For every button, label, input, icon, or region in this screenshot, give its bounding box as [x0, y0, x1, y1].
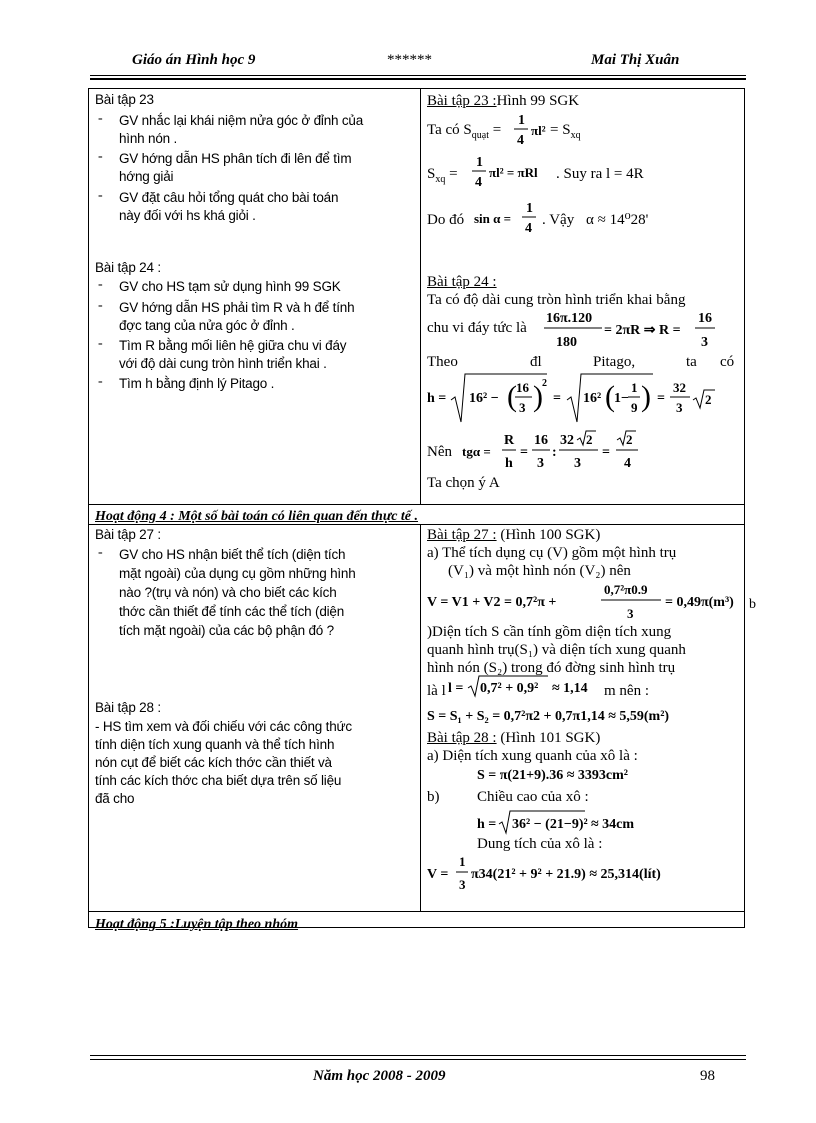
- footer-rule: [90, 1059, 746, 1060]
- svg-text:0,7²π0.9: 0,7²π0.9: [604, 582, 648, 597]
- xq-sub-2: xq: [435, 174, 446, 185]
- bt24-title: Bài tập 24 :: [95, 260, 161, 275]
- eq-bucket-height: [477, 808, 677, 836]
- svg-text:3: 3: [537, 456, 544, 471]
- bt24-item: Tìm R bằng mối liên hệ giữa chu vi đáy: [119, 338, 347, 353]
- svg-text:1: 1: [526, 201, 533, 216]
- bullet: -: [98, 374, 103, 389]
- rbt28-ref: (Hình 101 SGK): [500, 730, 601, 746]
- svg-text:=: =: [602, 445, 610, 460]
- suy-ra: . Suy ra l = 4R: [556, 166, 644, 182]
- bullet: -: [98, 545, 103, 560]
- bt24-item: GV hớng dẫn HS phải tìm R và h để tính: [119, 300, 355, 315]
- eq-height: [427, 370, 727, 428]
- bt28-line: nón cụt để biết các kích thớc cần thiết và: [95, 755, 332, 770]
- svg-text:sin α =: sin α =: [474, 211, 512, 226]
- bt24-item: GV cho HS tạm sử dụng hình 99 SGK: [119, 279, 341, 294]
- bullet: -: [98, 298, 103, 313]
- rbt24-title: Bài tập 24 :: [427, 274, 497, 290]
- eq-sxq-fraction: [470, 150, 560, 194]
- bt23-item: này đối với hs khá giỏi .: [119, 208, 256, 223]
- svg-text:3: 3: [676, 400, 683, 415]
- svg-text:1: 1: [631, 380, 638, 395]
- svg-text:0,7² + 0,9²: 0,7² + 0,9²: [480, 681, 539, 696]
- header-rule: [90, 75, 746, 76]
- bt28-line: tính các kích thớc cha biết dựa trên số liệu: [95, 773, 342, 788]
- vay: . Vậy: [542, 212, 575, 228]
- svg-text:S = S₁ + S₂ = 0,7²π2 + 0,7π1,1: S = S₁ + S₂ = 0,7²π2 + 0,7π1,14 ≈ 5,59(m²): [427, 709, 670, 724]
- eq-tan: [462, 428, 652, 474]
- svg-text:=: =: [657, 391, 665, 406]
- svg-text:): ): [533, 380, 543, 413]
- rbt28-title: Bài tập 28 :: [427, 730, 497, 746]
- svg-text:3: 3: [574, 456, 581, 471]
- bt27-item: mặt ngoài) của dụng cụ gồm những hình: [119, 566, 356, 581]
- svg-text:h: h: [505, 456, 513, 471]
- bt23-item: GV đặt câu hỏi tổng quát cho bài toán: [119, 190, 339, 205]
- rbt27-la-l: là l: [427, 683, 446, 699]
- svg-text:1: 1: [476, 155, 483, 170]
- svg-text:32: 32: [560, 433, 574, 448]
- rbt27-a2: (V₁) và một hình nón (V₂) nên: [448, 563, 631, 579]
- svg-text:): ): [641, 380, 651, 413]
- rbt28-b2: Chiều cao của xô :: [477, 789, 589, 805]
- rbt27-title: Bài tập 27 :: [427, 527, 497, 543]
- column-divider-2: [420, 525, 421, 911]
- nen: Nên: [427, 444, 452, 460]
- rbt23-title: Bài tập 23 :: [427, 93, 497, 109]
- page-number: 98: [700, 1068, 715, 1084]
- rbt28-a: a) Diện tích xung quanh của xô là :: [427, 748, 638, 764]
- svg-text:4: 4: [517, 133, 524, 148]
- svg-text:3: 3: [459, 877, 466, 892]
- section-hd5: Hoạt động 5 :Luyện tập theo nhóm: [95, 917, 299, 932]
- rbt27-b3: hình nón (S₂) trong đó đờng sinh hình trụ: [427, 660, 676, 676]
- bt24-item: với độ dài cung tròn hình triển khai .: [119, 356, 327, 371]
- header-center: ******: [387, 52, 432, 68]
- svg-text:πl² = πRl: πl² = πRl: [489, 165, 538, 180]
- xq-sub: xq: [570, 130, 581, 141]
- svg-text:h =: h =: [477, 817, 497, 832]
- angle-value: ≈ 14⁰28': [597, 212, 649, 228]
- eq-volume: [427, 578, 756, 624]
- sxq-line: $S_{xq}$ =: [427, 166, 458, 185]
- svg-text:1: 1: [518, 113, 525, 128]
- svg-text:4: 4: [525, 221, 532, 236]
- svg-text:V = V1 + V2 = 0,7²π +: V = V1 + V2 = 0,7²π +: [427, 595, 557, 610]
- eq-end1: = S: [550, 122, 571, 138]
- svg-text:(: (: [605, 380, 615, 413]
- bt27-item: GV cho HS nhận biết thể tích (diện tích: [119, 547, 346, 562]
- svg-text:S = π(21+9).36 ≈ 3393cm²: S = π(21+9).36 ≈ 3393cm²: [477, 768, 628, 783]
- svg-text:= 2πR ⇒ R =: = 2πR ⇒ R =: [604, 323, 681, 338]
- bullet: -: [98, 277, 103, 292]
- eq-area: [427, 702, 737, 728]
- taco-line: Ta có $S_{quạt}$ =: [427, 122, 502, 141]
- svg-text:9: 9: [631, 400, 638, 415]
- row-divider-1: [88, 504, 745, 505]
- bt28-line: tính diện tích xung quanh và thể tích hình: [95, 737, 335, 752]
- header-rule-thick: [90, 78, 746, 80]
- svg-text:3: 3: [519, 400, 526, 415]
- svg-text:1: 1: [459, 854, 466, 869]
- ta: ta: [686, 354, 697, 370]
- rbt27-ref: (Hình 100 SGK): [500, 527, 601, 543]
- header-right: Mai Thị Xuân: [591, 52, 680, 68]
- svg-text:3: 3: [627, 606, 634, 621]
- bt27-item: thớc cần thiết để tính các thể tích (diện: [119, 604, 345, 619]
- row-divider-3: [88, 911, 745, 912]
- bt28-title: Bài tập 28 :: [95, 700, 161, 715]
- co: có: [720, 354, 735, 370]
- svg-text:16π.120: 16π.120: [546, 311, 593, 326]
- bt23-item: GV nhắc lại khái niệm nửa góc ở đỉnh của: [119, 113, 364, 128]
- svg-text:4: 4: [624, 456, 631, 471]
- svg-text:2: 2: [542, 378, 547, 389]
- bt24-item: Tìm h bằng định lý Pitago .: [119, 376, 275, 391]
- rbt24-l2: chu vi đáy tức là: [427, 320, 527, 336]
- taco-text: Ta có S: [427, 122, 472, 138]
- header-left: Giáo án Hình học 9: [132, 52, 256, 68]
- svg-text:π34(21² + 9² + 21.9) ≈ 25,314(: π34(21² + 9² + 21.9) ≈ 25,314(lít): [471, 867, 661, 882]
- sxq-s: S: [427, 166, 436, 182]
- svg-text:=: =: [520, 445, 528, 460]
- bt23-item: hình nón .: [119, 131, 178, 146]
- svg-text:b: b: [749, 597, 756, 612]
- svg-text:2: 2: [586, 432, 593, 447]
- bullet: -: [98, 336, 103, 351]
- theo: Theo: [427, 354, 458, 370]
- svg-text:16: 16: [698, 311, 712, 326]
- bt24-item: đợc tang của nửa góc ở đỉnh .: [119, 318, 295, 333]
- svg-text:h =: h =: [427, 391, 447, 406]
- rbt27-b1: )Diện tích S cần tính gồm diện tích xung: [427, 624, 672, 640]
- bt27-title: Bài tập 27 :: [95, 527, 161, 542]
- bt28-line: - HS tìm xem và đối chiếu với các công thức: [95, 719, 352, 734]
- eq-sin: [474, 196, 544, 240]
- svg-text:3: 3: [701, 335, 708, 350]
- svg-text:4: 4: [475, 175, 482, 190]
- bullet: -: [98, 188, 103, 203]
- eq-radius: [542, 306, 722, 352]
- svg-text:16: 16: [516, 380, 529, 395]
- svg-text:180: 180: [556, 335, 577, 350]
- svg-text:(: (: [507, 380, 517, 413]
- svg-text:tgα =: tgα =: [462, 444, 491, 459]
- svg-text:36² − (21−9)²: 36² − (21−9)²: [512, 817, 588, 832]
- bullet: -: [98, 111, 103, 126]
- angle-alpha: α ≈ 14⁰28': [586, 212, 649, 228]
- svg-text:πl²: πl²: [531, 123, 546, 138]
- svg-text:16² −: 16² −: [469, 391, 499, 406]
- section-hd4: Hoạt động 4 : Một số bài toán có liên quan đến thực tế .: [95, 509, 419, 524]
- eq-capacity: [427, 850, 727, 896]
- rbt28-c: Dung tích của xô là :: [477, 836, 603, 852]
- quat-sub: quạt: [471, 130, 489, 141]
- rbt28-b: b): [427, 789, 440, 805]
- rbt27-b2: quanh hình trụ(S₁) và diện tích xung quanh: [427, 642, 686, 658]
- column-divider-1: [420, 88, 421, 504]
- svg-text:32: 32: [673, 380, 686, 395]
- chon: Ta chọn ý A: [427, 475, 500, 491]
- svg-text:≈ 34cm: ≈ 34cm: [591, 817, 635, 832]
- eq-surface: [477, 762, 697, 786]
- svg-text:R: R: [504, 433, 515, 448]
- svg-text:l =: l =: [448, 681, 464, 696]
- bt27-item: nào ?(trụ và nón) và cho biết các kích: [119, 585, 337, 600]
- eq-slant: [448, 674, 610, 700]
- footer-year: Năm học 2008 - 2009: [313, 1068, 446, 1084]
- bt23-title: Bài tập 23: [95, 92, 154, 107]
- svg-text:≈ 1,14: ≈ 1,14: [552, 681, 588, 696]
- rbt23-ref: Hình 99 SGK: [496, 93, 580, 109]
- svg-text:V =: V =: [427, 867, 449, 882]
- svg-text:16²: 16²: [583, 391, 602, 406]
- m-nen: m nên :: [604, 683, 649, 699]
- svg-text:2: 2: [705, 392, 712, 407]
- bullet: -: [98, 149, 103, 164]
- svg-text:1−: 1−: [614, 391, 629, 406]
- bt23-item: hớng giải: [119, 169, 174, 184]
- rbt24-l1: Ta có độ dài cung tròn hình triển khai bằng: [427, 292, 686, 308]
- svg-text:=: =: [553, 391, 561, 406]
- svg-text::: :: [552, 445, 557, 460]
- sxq-eq: [550, 122, 581, 144]
- rbt27-a1: a) Thể tích dụng cụ (V) gồm một hình trụ: [427, 545, 677, 561]
- bt27-item: tích mặt ngoài) của các bộ phận đó ?: [119, 623, 334, 638]
- svg-text:16: 16: [534, 433, 548, 448]
- pitago: Pitago,: [593, 354, 636, 370]
- do-do: Do đó: [427, 212, 465, 228]
- svg-text:= 0,49π(m³): = 0,49π(m³): [665, 595, 734, 610]
- bt23-item: GV hớng dẫn HS phân tích đi lên để tìm: [119, 151, 352, 166]
- dl: đl: [530, 354, 542, 370]
- svg-text:2: 2: [626, 432, 633, 447]
- bt28-line: đã cho: [95, 791, 135, 806]
- footer-rule-thick: [90, 1055, 746, 1056]
